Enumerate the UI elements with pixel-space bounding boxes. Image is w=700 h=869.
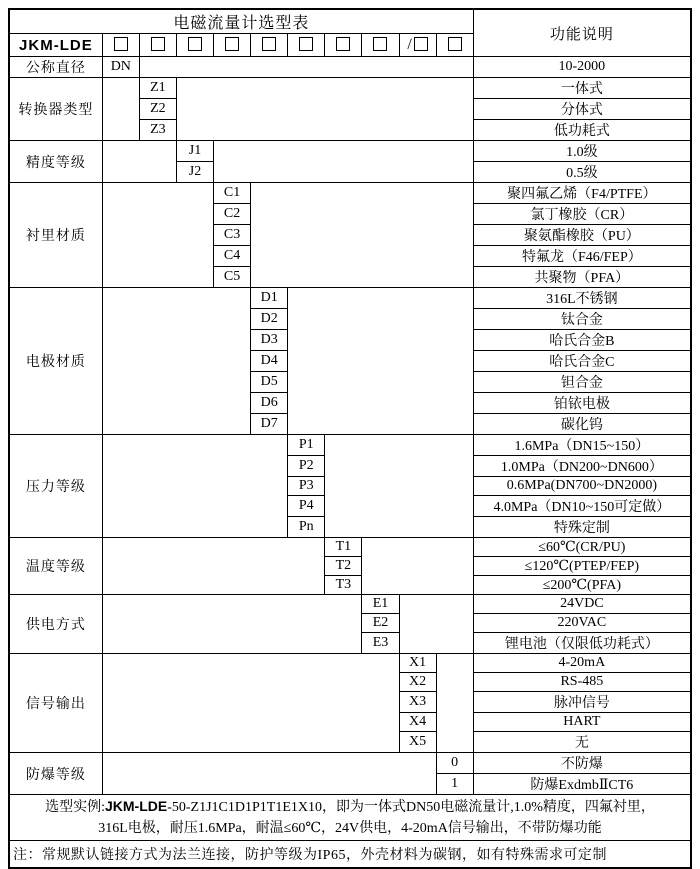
checkbox-icon[interactable] (414, 37, 428, 51)
function-description-header: 功能说明 (473, 9, 691, 57)
desc-T2: ≤120℃(PTEP/FEP) (473, 557, 691, 576)
model-code-cell-9 (399, 34, 436, 57)
code-Z3: Z3 (139, 120, 176, 141)
code-P3: P3 (288, 477, 325, 496)
code-C3: C3 (214, 225, 251, 246)
code-E2: E2 (362, 614, 399, 633)
section-label-nominal-diameter: 公称直径 (9, 57, 102, 78)
code-P2: P2 (288, 456, 325, 477)
empty-cell (102, 538, 325, 595)
empty-cell (399, 595, 473, 654)
checkbox-icon[interactable] (448, 37, 462, 51)
empty-cell (325, 435, 473, 538)
desc-P4: 4.0MPa（DN10~150可定做） (473, 496, 691, 517)
desc-Z1: 一体式 (473, 78, 691, 99)
desc-E1: 24VDC (473, 595, 691, 614)
code-P4: P4 (288, 496, 325, 517)
desc-E2: 220VAC (473, 614, 691, 633)
empty-cell (176, 78, 473, 141)
empty-cell (102, 753, 436, 795)
checkbox-icon[interactable] (373, 37, 387, 51)
section-label-temperature-rating: 温度等级 (9, 538, 102, 595)
model-code-cell-1 (102, 34, 139, 57)
empty-cell (102, 288, 250, 435)
code-T3: T3 (325, 576, 362, 595)
desc-X5: 无 (473, 732, 691, 753)
table-title: 电磁流量计选型表 (9, 9, 473, 34)
desc-1: 防爆ExdmbⅡCT6 (473, 774, 691, 795)
checkbox-icon[interactable] (225, 37, 239, 51)
desc-D2: 钛合金 (473, 309, 691, 330)
code-Pn: Pn (288, 517, 325, 538)
empty-cell (288, 288, 473, 435)
desc-Z3: 低功耗式 (473, 120, 691, 141)
empty-cell (102, 654, 399, 753)
desc-T1: ≤60℃(CR/PU) (473, 538, 691, 557)
desc-E3: 锂电池（仅限低功耗式） (473, 633, 691, 654)
empty-cell (102, 183, 213, 288)
code-D5: D5 (251, 372, 288, 393)
desc-C3: 聚氨酯橡胶（PU） (473, 225, 691, 246)
code-1: 1 (436, 774, 473, 795)
desc-D4: 哈氏合金C (473, 351, 691, 372)
section-label-pressure-rating: 压力等级 (9, 435, 102, 538)
empty-cell (102, 595, 362, 654)
checkbox-icon[interactable] (262, 37, 276, 51)
empty-cell (214, 141, 474, 183)
desc-D7: 碳化钨 (473, 414, 691, 435)
section-label-liner-material: 衬里材质 (9, 183, 102, 288)
code-X3: X3 (399, 692, 436, 713)
code-E1: E1 (362, 595, 399, 614)
desc-Pn: 特殊定制 (473, 517, 691, 538)
desc-C4: 特氟龙（F46/FEP） (473, 246, 691, 267)
code-D3: D3 (251, 330, 288, 351)
empty-cell (436, 654, 473, 753)
code-0: 0 (436, 753, 473, 774)
section-label-signal-output: 信号输出 (9, 654, 102, 753)
checkbox-icon[interactable] (188, 37, 202, 51)
example-rest: -50-Z1J1C1D1P1T1E1X10，即为一体式DN50电磁流量计,1.0%精度，四氟衬里， (167, 800, 655, 815)
code-C5: C5 (214, 267, 251, 288)
code-P1: P1 (288, 435, 325, 456)
desc-Z2: 分体式 (473, 99, 691, 120)
model-code-cell-7 (325, 34, 362, 57)
desc-DN: 10-2000 (473, 57, 691, 78)
desc-D6: 铂铱电极 (473, 393, 691, 414)
empty-cell (362, 538, 473, 595)
empty-cell (102, 141, 176, 183)
slash-separator: / (407, 36, 412, 53)
code-X1: X1 (399, 654, 436, 673)
model-code-cell-5 (251, 34, 288, 57)
selection-example (9, 795, 691, 841)
code-J2: J2 (176, 162, 213, 183)
code-Z1: Z1 (139, 78, 176, 99)
code-D7: D7 (251, 414, 288, 435)
desc-T3: ≤200℃(PFA) (473, 576, 691, 595)
desc-C1: 聚四氟乙烯（F4/PTFE） (473, 183, 691, 204)
code-X2: X2 (399, 673, 436, 692)
desc-P3: 0.6MPa(DN700~DN2000) (473, 477, 691, 496)
section-label-converter-type: 转换器类型 (9, 78, 102, 141)
code-T2: T2 (325, 557, 362, 576)
desc-C5: 共聚物（PFA） (473, 267, 691, 288)
empty-cell (139, 57, 473, 78)
section-label-accuracy-grade: 精度等级 (9, 141, 102, 183)
example-line1 (10, 796, 690, 818)
model-code-cell-4 (214, 34, 251, 57)
section-label-electrode-material: 电极材质 (9, 288, 102, 435)
code-DN: DN (102, 57, 139, 78)
desc-C2: 氯丁橡胶（CR） (473, 204, 691, 225)
model-code-cell-2 (139, 34, 176, 57)
checkbox-icon[interactable] (299, 37, 313, 51)
model-name: JKM-LDE (9, 34, 102, 57)
model-code-cell-3 (176, 34, 213, 57)
desc-0: 不防爆 (473, 753, 691, 774)
empty-cell (102, 78, 139, 141)
section-label-power-supply: 供电方式 (9, 595, 102, 654)
desc-P1: 1.6MPa（DN15~150） (473, 435, 691, 456)
desc-J1: 1.0级 (473, 141, 691, 162)
model-code-cell-8 (362, 34, 399, 57)
desc-P2: 1.0MPa（DN200~DN600） (473, 456, 691, 477)
section-label-explosion-proof-grade: 防爆等级 (9, 753, 102, 795)
code-D1: D1 (251, 288, 288, 309)
code-T1: T1 (325, 538, 362, 557)
desc-X1: 4-20mA (473, 654, 691, 673)
example-prefix: 选型实例: (45, 800, 105, 815)
checkbox-icon[interactable] (151, 37, 165, 51)
example-line2: 316L电极，耐压1.6MPa，耐温≤60℃，24V供电，4-20mA信号输出，不带防爆功能 (98, 821, 602, 836)
code-X4: X4 (399, 713, 436, 732)
desc-D1: 316L不锈钢 (473, 288, 691, 309)
code-C2: C2 (214, 204, 251, 225)
code-C1: C1 (214, 183, 251, 204)
code-E3: E3 (362, 633, 399, 654)
checkbox-icon[interactable] (336, 37, 350, 51)
desc-D3: 哈氏合金B (473, 330, 691, 351)
code-C4: C4 (214, 246, 251, 267)
model-code-cell-10 (436, 34, 473, 57)
empty-cell (251, 183, 474, 288)
code-J1: J1 (176, 141, 213, 162)
example-model: JKM-LDE (105, 798, 168, 814)
desc-X3: 脉冲信号 (473, 692, 691, 713)
code-D6: D6 (251, 393, 288, 414)
code-D2: D2 (251, 309, 288, 330)
code-D4: D4 (251, 351, 288, 372)
code-Z2: Z2 (139, 99, 176, 120)
desc-X2: RS-485 (473, 673, 691, 692)
selection-table (8, 8, 692, 869)
model-code-cell-6 (288, 34, 325, 57)
checkbox-icon[interactable] (114, 37, 128, 51)
desc-D5: 钽合金 (473, 372, 691, 393)
note-text: 注：常规默认链接方式为法兰连接，防护等级为IP65，外壳材料为碳钢，如有特殊需求可定制 (9, 841, 691, 868)
code-X5: X5 (399, 732, 436, 753)
empty-cell (102, 435, 287, 538)
desc-X4: HART (473, 713, 691, 732)
desc-J2: 0.5级 (473, 162, 691, 183)
